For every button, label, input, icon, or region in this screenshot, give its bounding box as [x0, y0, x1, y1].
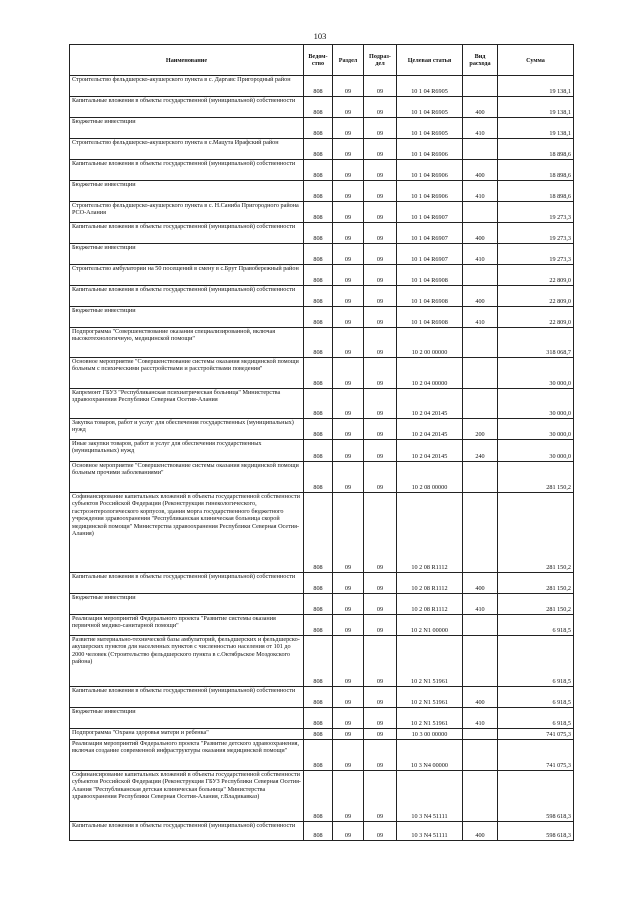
- cell-name: Капитальные вложения в объекты государственной (муниципальной) собственности: [70, 223, 304, 244]
- cell-cs: 10 1 04 R6905: [397, 76, 463, 97]
- cell-sum: 6 918,5: [498, 615, 574, 636]
- cell-razd: 09: [333, 160, 364, 181]
- cell-sum: 598 618,3: [498, 771, 574, 822]
- header-name: Наименование: [70, 45, 304, 76]
- header-podrazdel: Подраз-дел: [364, 45, 397, 76]
- cell-cs: 10 2 04 20145: [397, 389, 463, 419]
- cell-podr: 09: [364, 594, 397, 615]
- cell-cs: 10 1 04 R6906: [397, 181, 463, 202]
- cell-ved: 808: [304, 440, 333, 462]
- table-row: [70, 265, 574, 286]
- cell-ved: 808: [304, 265, 333, 286]
- cell-name: Строительство амбулатории на 50 посещений в смену в с.Брут Правобережный район: [70, 265, 304, 286]
- cell-podr: 09: [364, 493, 397, 573]
- cell-name: Капитальные вложения в объекты государственной (муниципальной) собственности: [70, 687, 304, 708]
- cell-sum: 19 273,3: [498, 223, 574, 244]
- cell-name: Бюджетные инвестиции: [70, 307, 304, 328]
- table-row: [70, 181, 574, 202]
- cell-razd: 09: [333, 244, 364, 265]
- cell-sum: 6 918,5: [498, 708, 574, 729]
- cell-name: Подпрограмма "Охрана здоровья матери и ребенка": [70, 729, 304, 740]
- table-row: [70, 729, 574, 740]
- cell-cs: 10 2 04 20145: [397, 419, 463, 440]
- cell-name: Капитальные вложения в объекты государственной (муниципальной) собственности: [70, 160, 304, 181]
- cell-vr: [463, 493, 498, 573]
- table-row: [70, 328, 574, 358]
- table-row: [70, 771, 574, 822]
- cell-cs: 10 2 08 R1112: [397, 493, 463, 573]
- table-row: [70, 822, 574, 841]
- table-row: [70, 160, 574, 181]
- cell-cs: 10 2 08 00000: [397, 462, 463, 493]
- cell-sum: 18 898,6: [498, 181, 574, 202]
- cell-ved: 808: [304, 389, 333, 419]
- cell-ved: 808: [304, 358, 333, 389]
- cell-cs: 10 1 04 R6907: [397, 202, 463, 223]
- table-row: [70, 493, 574, 573]
- cell-ved: 808: [304, 729, 333, 740]
- cell-vr: 410: [463, 307, 498, 328]
- cell-vr: [463, 328, 498, 358]
- cell-name: Основное мероприятие "Совершенствование системы оказания медицинской помощи больным прочими заболеваниями": [70, 462, 304, 493]
- cell-ved: 808: [304, 419, 333, 440]
- table-row: [70, 636, 574, 687]
- cell-podr: 09: [364, 440, 397, 462]
- cell-name: Софинансирование капитальных вложений в объекты государственной собственности субъектов Российской Федерации (Реконструкция ГБУЗ Республики Северная Осетия-Алания "Республиканская детская клиническая больница" Министерства здравоохранения Республики Северная Осетия-Алания, г.Владикавказ): [70, 771, 304, 822]
- header-sum: Сумма: [498, 45, 574, 76]
- cell-razd: 09: [333, 493, 364, 573]
- cell-sum: 19 273,3: [498, 244, 574, 265]
- table-body: [70, 76, 574, 841]
- cell-name: Капитальные вложения в объекты государственной (муниципальной) собственности: [70, 97, 304, 118]
- cell-podr: 09: [364, 202, 397, 223]
- cell-ved: 808: [304, 493, 333, 573]
- cell-name: Бюджетные инвестиции: [70, 594, 304, 615]
- table-row: [70, 76, 574, 97]
- cell-cs: 10 1 04 R6907: [397, 223, 463, 244]
- cell-sum: 22 809,0: [498, 286, 574, 307]
- cell-name: Строительство фельдшерско-акушерского пункта в с.Мацута Ирафский район: [70, 139, 304, 160]
- cell-podr: 09: [364, 265, 397, 286]
- cell-vr: 410: [463, 181, 498, 202]
- cell-vr: 200: [463, 419, 498, 440]
- table-row: [70, 202, 574, 223]
- cell-name: Бюджетные инвестиции: [70, 708, 304, 729]
- cell-vr: [463, 615, 498, 636]
- cell-cs: 10 1 04 R6905: [397, 97, 463, 118]
- cell-vr: 400: [463, 687, 498, 708]
- cell-ved: 808: [304, 181, 333, 202]
- cell-sum: 741 075,3: [498, 729, 574, 740]
- cell-vr: [463, 76, 498, 97]
- cell-cs: 10 1 04 R6908: [397, 265, 463, 286]
- table-row: [70, 740, 574, 771]
- cell-ved: 808: [304, 223, 333, 244]
- cell-cs: 10 2 N1 51961: [397, 687, 463, 708]
- cell-podr: 09: [364, 223, 397, 244]
- cell-razd: 09: [333, 76, 364, 97]
- cell-podr: 09: [364, 97, 397, 118]
- cell-vr: 400: [463, 573, 498, 594]
- header-vid: Вид расхода: [463, 45, 498, 76]
- table-row: [70, 118, 574, 139]
- cell-vr: [463, 462, 498, 493]
- cell-ved: 808: [304, 636, 333, 687]
- cell-cs: 10 2 N1 51961: [397, 636, 463, 687]
- cell-podr: 09: [364, 740, 397, 771]
- cell-cs: 10 3 00 00000: [397, 729, 463, 740]
- cell-razd: 09: [333, 223, 364, 244]
- cell-sum: 18 898,6: [498, 139, 574, 160]
- cell-vr: 400: [463, 160, 498, 181]
- table-row: [70, 389, 574, 419]
- table-row: [70, 687, 574, 708]
- cell-ved: 808: [304, 615, 333, 636]
- header-vedom: Ведом-ство: [304, 45, 333, 76]
- cell-name: Закупка товаров, работ и услуг для обеспечения государственных (муниципальных) нужд: [70, 419, 304, 440]
- cell-cs: 10 2 04 00000: [397, 358, 463, 389]
- cell-vr: 240: [463, 440, 498, 462]
- cell-sum: 30 000,0: [498, 440, 574, 462]
- cell-name: Капитальные вложения в объекты государственной (муниципальной) собственности: [70, 573, 304, 594]
- cell-ved: 808: [304, 97, 333, 118]
- cell-razd: 09: [333, 708, 364, 729]
- cell-sum: 281 150,2: [498, 493, 574, 573]
- cell-ved: 808: [304, 822, 333, 841]
- cell-razd: 09: [333, 594, 364, 615]
- cell-sum: 19 138,1: [498, 76, 574, 97]
- cell-razd: 09: [333, 358, 364, 389]
- cell-ved: 808: [304, 740, 333, 771]
- cell-ved: 808: [304, 708, 333, 729]
- cell-ved: 808: [304, 573, 333, 594]
- cell-podr: 09: [364, 160, 397, 181]
- cell-podr: 09: [364, 358, 397, 389]
- cell-cs: 10 3 N4 51111: [397, 771, 463, 822]
- cell-name: Бюджетные инвестиции: [70, 244, 304, 265]
- cell-podr: 09: [364, 139, 397, 160]
- cell-vr: [463, 265, 498, 286]
- cell-cs: 10 1 04 R6908: [397, 286, 463, 307]
- table-row: [70, 462, 574, 493]
- cell-name: Основное мероприятие "Совершенствование системы оказания медицинской помощи больным с психическими расстройствами и расстройствами поведения": [70, 358, 304, 389]
- cell-sum: 22 809,0: [498, 307, 574, 328]
- cell-sum: 30 000,0: [498, 389, 574, 419]
- cell-podr: 09: [364, 462, 397, 493]
- cell-vr: [463, 389, 498, 419]
- cell-razd: 09: [333, 822, 364, 841]
- cell-sum: 30 000,0: [498, 419, 574, 440]
- cell-cs: 10 2 N1 00000: [397, 615, 463, 636]
- cell-podr: 09: [364, 244, 397, 265]
- cell-vr: 400: [463, 822, 498, 841]
- cell-razd: 09: [333, 419, 364, 440]
- cell-ved: 808: [304, 160, 333, 181]
- cell-name: Капремонт ГБУЗ "Республиканская психиатрическая больница" Министерства здравоохранения Республики Северная Осетия-Алания: [70, 389, 304, 419]
- cell-razd: 09: [333, 573, 364, 594]
- cell-name: Строительство фельдшерско-акушерского пункта в с. Даргавс Пригородный район: [70, 76, 304, 97]
- cell-podr: 09: [364, 419, 397, 440]
- budget-table: [69, 44, 574, 841]
- cell-podr: 09: [364, 636, 397, 687]
- cell-sum: 19 138,1: [498, 97, 574, 118]
- cell-vr: 400: [463, 223, 498, 244]
- cell-podr: 09: [364, 328, 397, 358]
- table-row: [70, 615, 574, 636]
- cell-sum: 30 000,0: [498, 358, 574, 389]
- cell-razd: 09: [333, 181, 364, 202]
- cell-cs: 10 1 04 R6908: [397, 307, 463, 328]
- cell-podr: 09: [364, 771, 397, 822]
- cell-podr: 09: [364, 307, 397, 328]
- cell-podr: 09: [364, 118, 397, 139]
- cell-razd: 09: [333, 740, 364, 771]
- cell-cs: 10 3 N4 51111: [397, 822, 463, 841]
- cell-podr: 09: [364, 181, 397, 202]
- cell-ved: 808: [304, 328, 333, 358]
- header-target: Целевая статья: [397, 45, 463, 76]
- cell-name: Развитие материально-технической базы амбулаторий, фельдшерских и фельдшерско-акушерских пунктов для населенных пунктов с численностью населения от 101 до 2000 человек (Строительство фельдшерского пункта в с.Октябрьское Моздокского района): [70, 636, 304, 687]
- cell-vr: [463, 358, 498, 389]
- cell-vr: 410: [463, 244, 498, 265]
- cell-sum: 22 809,0: [498, 265, 574, 286]
- table-row: [70, 307, 574, 328]
- cell-name: Бюджетные инвестиции: [70, 181, 304, 202]
- cell-razd: 09: [333, 615, 364, 636]
- cell-ved: 808: [304, 76, 333, 97]
- cell-sum: 6 918,5: [498, 636, 574, 687]
- header-razdel: Раздел: [333, 45, 364, 76]
- cell-razd: 09: [333, 307, 364, 328]
- cell-razd: 09: [333, 118, 364, 139]
- cell-ved: 808: [304, 307, 333, 328]
- cell-sum: 281 150,2: [498, 462, 574, 493]
- cell-podr: 09: [364, 573, 397, 594]
- table-header-row: [70, 45, 574, 76]
- cell-razd: 09: [333, 286, 364, 307]
- cell-podr: 09: [364, 615, 397, 636]
- cell-cs: 10 2 N1 51961: [397, 708, 463, 729]
- cell-razd: 09: [333, 729, 364, 740]
- cell-vr: [463, 139, 498, 160]
- cell-cs: 10 2 08 R1112: [397, 594, 463, 615]
- cell-razd: 09: [333, 97, 364, 118]
- cell-podr: 09: [364, 729, 397, 740]
- cell-razd: 09: [333, 202, 364, 223]
- cell-sum: 19 138,1: [498, 118, 574, 139]
- cell-sum: 281 150,2: [498, 573, 574, 594]
- cell-vr: [463, 771, 498, 822]
- cell-vr: [463, 740, 498, 771]
- cell-ved: 808: [304, 244, 333, 265]
- cell-cs: 10 2 08 R1112: [397, 573, 463, 594]
- table-row: [70, 594, 574, 615]
- table-row: [70, 419, 574, 440]
- cell-name: Реализация мероприятий Федерального проекта "Развитие системы оказания первичной медико-санитарной помощи": [70, 615, 304, 636]
- table-row: [70, 440, 574, 462]
- cell-ved: 808: [304, 594, 333, 615]
- cell-ved: 808: [304, 202, 333, 223]
- cell-cs: 10 1 04 R6906: [397, 160, 463, 181]
- cell-cs: 10 1 04 R6905: [397, 118, 463, 139]
- cell-cs: 10 1 04 R6907: [397, 244, 463, 265]
- cell-cs: 10 2 00 00000: [397, 328, 463, 358]
- cell-name: Иные закупки товаров, работ и услуг для обеспечения государственных (муниципальных) нужд: [70, 440, 304, 462]
- cell-ved: 808: [304, 771, 333, 822]
- cell-vr: [463, 636, 498, 687]
- table-row: [70, 223, 574, 244]
- cell-vr: 410: [463, 708, 498, 729]
- cell-cs: 10 3 N4 00000: [397, 740, 463, 771]
- cell-podr: 09: [364, 822, 397, 841]
- cell-name: Строительство фельдшерско-акушерского пункта в с. Н.Саниба Пригородного района РСО-Алания: [70, 202, 304, 223]
- cell-ved: 808: [304, 118, 333, 139]
- cell-name: Подпрограмма "Совершенствование оказания специализированной, включая высокотехнологичную, медицинской помощи": [70, 328, 304, 358]
- table-row: [70, 708, 574, 729]
- cell-sum: 281 150,2: [498, 594, 574, 615]
- cell-razd: 09: [333, 462, 364, 493]
- table-row: [70, 573, 574, 594]
- cell-razd: 09: [333, 636, 364, 687]
- cell-podr: 09: [364, 708, 397, 729]
- cell-razd: 09: [333, 265, 364, 286]
- cell-razd: 09: [333, 389, 364, 419]
- cell-razd: 09: [333, 139, 364, 160]
- cell-name: Капитальные вложения в объекты государственной (муниципальной) собственности: [70, 822, 304, 841]
- cell-name: Бюджетные инвестиции: [70, 118, 304, 139]
- cell-ved: 808: [304, 139, 333, 160]
- cell-sum: 598 618,3: [498, 822, 574, 841]
- cell-vr: [463, 729, 498, 740]
- cell-name: Реализация мероприятий Федерального проекта "Развитие детского здравоохранения, включая создание современной инфраструктуры оказания медицинской помощи": [70, 740, 304, 771]
- cell-name: Софинансирование капитальных вложений в объекты государственной собственности субъектов Российской Федерации (Реконструкция гинекологического, гастроэнтерологического корпусов, здания морга государственного бюджетного учреждения здравоохранения "Республиканская клиническая больница скорой медицинской помощи" Министерства здравоохранения Республики Северная Осетия-Алания): [70, 493, 304, 573]
- cell-cs: 10 1 04 R6906: [397, 139, 463, 160]
- table-row: [70, 244, 574, 265]
- cell-sum: 19 273,3: [498, 202, 574, 223]
- cell-razd: 09: [333, 687, 364, 708]
- cell-sum: 18 898,6: [498, 160, 574, 181]
- cell-razd: 09: [333, 328, 364, 358]
- cell-sum: 6 918,5: [498, 687, 574, 708]
- cell-podr: 09: [364, 76, 397, 97]
- cell-razd: 09: [333, 771, 364, 822]
- cell-podr: 09: [364, 389, 397, 419]
- cell-sum: 741 075,3: [498, 740, 574, 771]
- cell-vr: [463, 202, 498, 223]
- table-row: [70, 139, 574, 160]
- table-row: [70, 97, 574, 118]
- cell-name: Капитальные вложения в объекты государственной (муниципальной) собственности: [70, 286, 304, 307]
- table-row: [70, 286, 574, 307]
- table-row: [70, 358, 574, 389]
- cell-vr: 400: [463, 97, 498, 118]
- cell-vr: 400: [463, 286, 498, 307]
- cell-podr: 09: [364, 286, 397, 307]
- cell-ved: 808: [304, 286, 333, 307]
- cell-sum: 318 068,7: [498, 328, 574, 358]
- page-number: 103: [313, 31, 327, 41]
- cell-ved: 808: [304, 687, 333, 708]
- cell-vr: 410: [463, 594, 498, 615]
- cell-vr: 410: [463, 118, 498, 139]
- cell-ved: 808: [304, 462, 333, 493]
- cell-razd: 09: [333, 440, 364, 462]
- cell-cs: 10 2 04 20145: [397, 440, 463, 462]
- cell-podr: 09: [364, 687, 397, 708]
